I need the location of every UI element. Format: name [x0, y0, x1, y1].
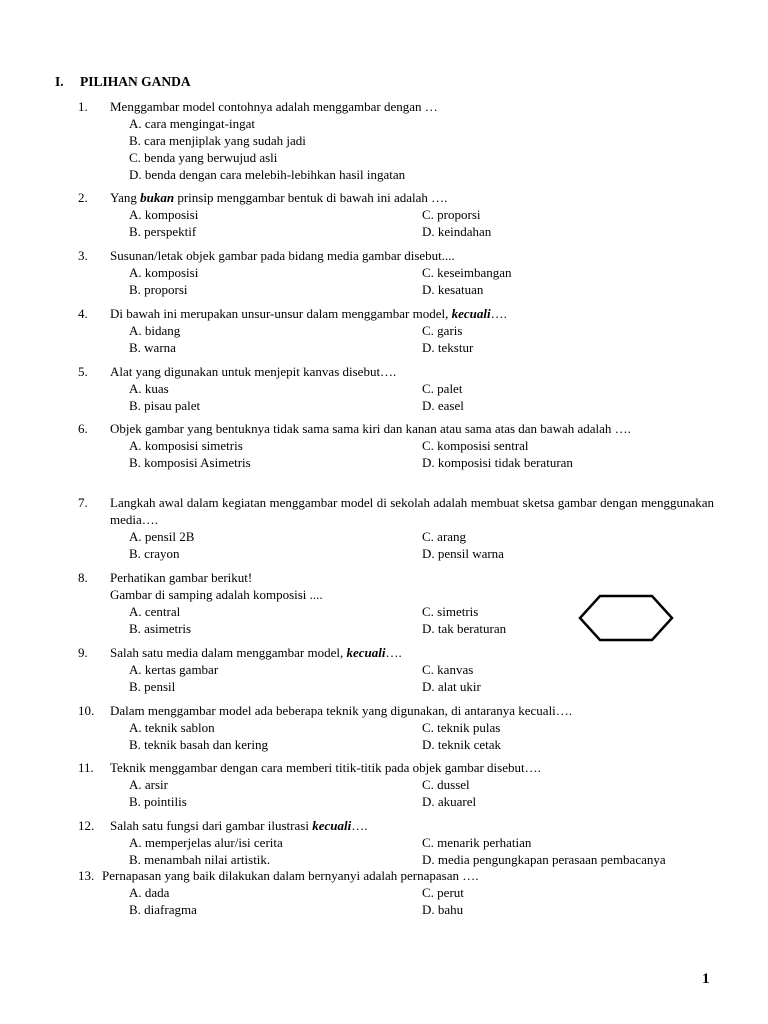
options-grid	[129, 206, 714, 240]
question-9	[78, 644, 714, 695]
question-text-part: Salah satu media dalam menggambar model,	[110, 645, 347, 660]
option: B. teknik basah dan kering	[129, 737, 268, 752]
options-list	[129, 115, 714, 183]
question-6	[78, 420, 714, 471]
question-number: 7.	[78, 495, 88, 510]
option: C. menarik perhatian	[422, 835, 532, 850]
options-grid	[129, 834, 714, 868]
option: A. pensil 2B	[129, 529, 195, 544]
option: D. pensil warna	[422, 546, 504, 561]
options-grid	[129, 661, 714, 695]
question-number: 10.	[78, 703, 95, 718]
question-number: 5.	[78, 364, 88, 379]
question-number: 1.	[78, 99, 88, 114]
question-number: 3.	[78, 248, 88, 263]
option: A. kuas	[129, 381, 169, 396]
option: C. kanvas	[422, 662, 474, 677]
option: B. menambah nilai artistik.	[129, 852, 271, 867]
question-text-part: prinsip menggambar bentuk di bawah ini adalah ….	[174, 190, 448, 205]
options-grid	[129, 380, 714, 414]
options-grid	[129, 719, 714, 753]
option: D. akuarel	[422, 794, 477, 809]
option: C. teknik pulas	[422, 720, 501, 735]
question-text	[110, 644, 714, 661]
question-text: Teknik menggambar dengan cara memberi titik-titik pada objek gambar disebut….	[110, 760, 541, 775]
question-text: Pernapasan yang baik dilakukan dalam bernyanyi adalah pernapasan ….	[102, 868, 479, 883]
emphasis-word: kecuali	[346, 645, 386, 660]
option: D. alat ukir	[422, 679, 481, 694]
option: B. diafragma	[129, 902, 197, 917]
option: D. keindahan	[422, 224, 492, 239]
option: B. proporsi	[129, 282, 188, 297]
option: D. komposisi tidak beraturan	[422, 455, 573, 470]
option: D. bahu	[422, 902, 464, 917]
option: B. perspektif	[129, 224, 197, 239]
option: C. palet	[422, 381, 463, 396]
option: C. keseimbangan	[422, 265, 512, 280]
option: D. media pengungkapan perasaan pembacanya	[422, 852, 666, 867]
option: B. pensil	[129, 679, 176, 694]
emphasis-word: bukan	[140, 190, 175, 205]
options-grid	[129, 437, 714, 471]
page-number: 1	[702, 971, 710, 987]
question-11	[78, 759, 714, 810]
option: A. komposisi	[129, 207, 199, 222]
option: C. dussel	[422, 777, 470, 792]
question-text	[110, 305, 714, 322]
section-heading	[55, 73, 191, 90]
emphasis-word: kecuali	[312, 818, 352, 833]
option: D. teknik cetak	[422, 737, 502, 752]
option: A. komposisi simetris	[129, 438, 243, 453]
question-text: Dalam menggambar model ada beberapa teknik yang digunakan, di antaranya kecuali….	[110, 703, 573, 718]
question-number: 4.	[78, 306, 88, 321]
option: D. tekstur	[422, 340, 474, 355]
option: A. kertas gambar	[129, 662, 219, 677]
option: C. proporsi	[422, 207, 481, 222]
question-text-part: Di bawah ini merupakan unsur-unsur dalam menggambar model,	[110, 306, 452, 321]
question-text: Langkah awal dalam kegiatan menggambar model di sekolah adalah membuat sketsa gambar dengan menggunakan media….	[110, 495, 714, 527]
question-1	[78, 98, 714, 183]
option: C. simetris	[422, 604, 479, 619]
option: B. asimetris	[129, 621, 192, 636]
question-2	[78, 189, 714, 240]
question-number: 11.	[78, 760, 94, 775]
option: B. crayon	[129, 546, 180, 561]
option: A. teknik sablon	[129, 720, 215, 735]
option: C. garis	[422, 323, 463, 338]
question-number: 6.	[78, 421, 88, 436]
option: D. kesatuan	[422, 282, 484, 297]
option: D. benda dengan cara melebih-lebihkan hasil ingatan	[129, 167, 406, 182]
option: C. komposisi sentral	[422, 438, 529, 453]
option: B. pisau palet	[129, 398, 201, 413]
option: A. dada	[129, 885, 170, 900]
question-13	[78, 867, 714, 918]
options-grid	[129, 322, 714, 356]
question-text-line2: Gambar di samping adalah komposisi ....	[110, 587, 323, 602]
question-7	[78, 494, 714, 562]
question-text: Objek gambar yang bentuknya tidak sama sama kiri dan kanan atau sama atas dan bawah adalah ….	[110, 421, 631, 436]
options-grid	[129, 264, 714, 298]
option: B. komposisi Asimetris	[129, 455, 251, 470]
question-text-part: ….	[385, 645, 402, 660]
option: C. benda yang berwujud asli	[129, 150, 278, 165]
question-number: 8.	[78, 570, 88, 585]
options-grid	[129, 884, 714, 918]
option: D. easel	[422, 398, 464, 413]
section-number: I.	[55, 74, 64, 89]
option: C. perut	[422, 885, 464, 900]
question-5	[78, 363, 714, 414]
option: C. arang	[422, 529, 467, 544]
question-text	[110, 817, 714, 834]
options-grid	[129, 528, 714, 562]
question-4	[78, 305, 714, 356]
question-12	[78, 817, 714, 868]
option: B. cara menjiplak yang sudah jadi	[129, 133, 306, 148]
section-title: PILIHAN GANDA	[80, 74, 191, 89]
question-text-part: Salah satu fungsi dari gambar ilustrasi	[110, 818, 313, 833]
question-3	[78, 247, 714, 298]
question-text: Perhatikan gambar berikut!	[110, 570, 253, 585]
question-text: Alat yang digunakan untuk menjepit kanvas disebut….	[110, 364, 397, 379]
option: B. pointilis	[129, 794, 187, 809]
question-text-part: Yang	[110, 190, 141, 205]
option: A. cara mengingat-ingat	[129, 116, 255, 131]
question-number: 9.	[78, 645, 88, 660]
question-text-part: ….	[490, 306, 507, 321]
question-text	[110, 189, 714, 206]
option: A. bidang	[129, 323, 181, 338]
option: B. warna	[129, 340, 176, 355]
option: A. memperjelas alur/isi cerita	[129, 835, 283, 850]
question-10	[78, 702, 714, 753]
question-text: Susunan/letak objek gambar pada bidang media gambar disebut....	[110, 248, 455, 263]
hexagon-figure	[578, 594, 674, 642]
question-text: Menggambar model contohnya adalah menggambar dengan …	[110, 99, 438, 114]
option: A. komposisi	[129, 265, 199, 280]
emphasis-word: kecuali	[451, 306, 491, 321]
options-grid	[129, 776, 714, 810]
option: A. arsir	[129, 777, 168, 792]
question-number: 13.	[78, 868, 95, 883]
option: A. central	[129, 604, 181, 619]
question-number: 12.	[78, 818, 95, 833]
option: D. tak beraturan	[422, 621, 507, 636]
question-number: 2.	[78, 190, 88, 205]
question-text-part: ….	[351, 818, 368, 833]
